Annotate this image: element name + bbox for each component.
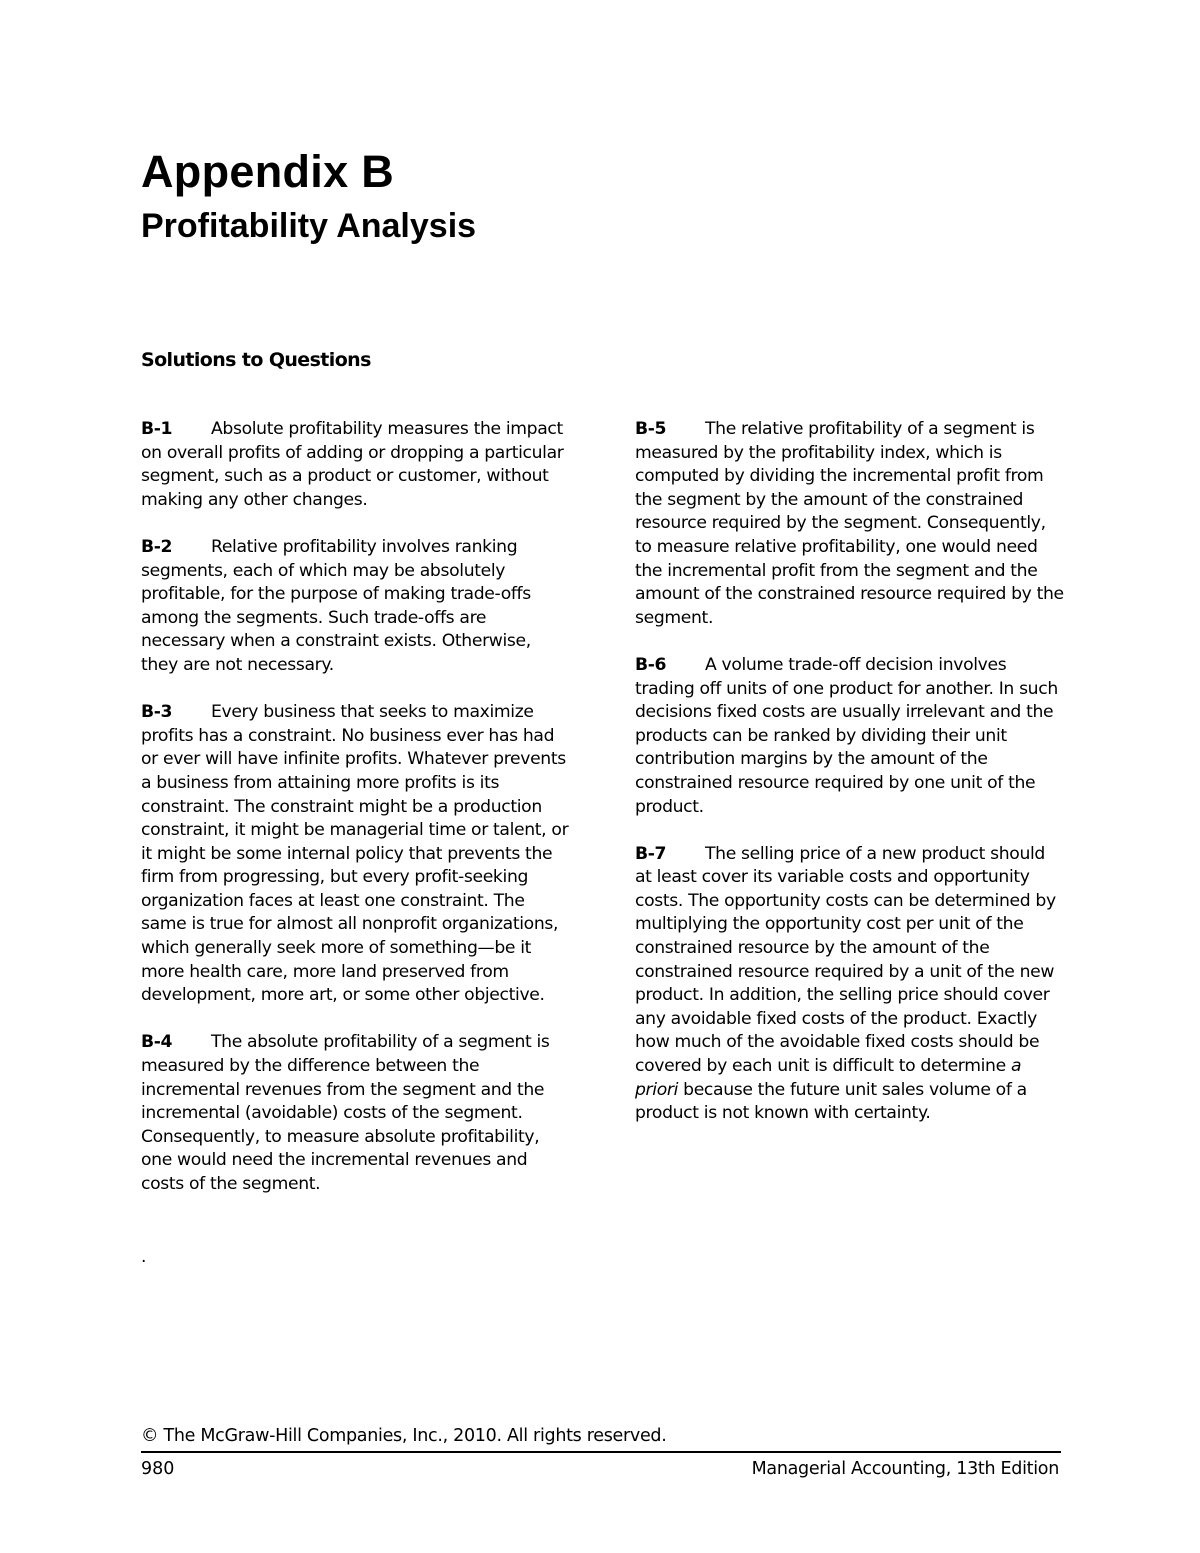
answer-b1 bbox=[141, 418, 571, 512]
footer-divider bbox=[141, 1451, 1061, 1453]
answer-id: B-6 bbox=[635, 654, 667, 675]
answer-id: B-7 bbox=[635, 843, 667, 864]
answer-id: B-3 bbox=[141, 702, 173, 723]
answer-b5 bbox=[635, 418, 1065, 630]
answer-text-before: The selling price of a new product should at least cover its variable costs and opportunity costs. The opportunity costs can be determined by multiplying the opportunity cost per unit of the constrained resource by the amount of the constrained resource required by a unit of the new product. In addition, the selling price should cover any avoidable fixed costs of the product. Exactly how much of the avoidable fixed costs should be covered by each unit is difficult to determine bbox=[635, 843, 1056, 1077]
left-column bbox=[141, 418, 571, 1220]
answer-id: B-1 bbox=[141, 419, 173, 439]
answer-text: The absolute profitability of a segment is measured by the difference between the incremental revenues from the segment and the incremental (avoidable) costs of the segment. Consequently, to measure absolute profitability, one would need the incremental revenues and costs of the segment. bbox=[141, 1032, 550, 1194]
answer-id: B-2 bbox=[141, 536, 173, 557]
copyright-notice: © The McGraw-Hill Companies, Inc., 2010. All rights reserved. bbox=[141, 1426, 667, 1446]
answer-text: The relative profitability of a segment is measured by the profitability index, which is computed by dividing the incremental profit from the segment by the amount of the constrained resource required by the segment. Consequently, to measure relative profitability, one would need the incremental profit from the segment and the amount of the constrained resource required by the segment. bbox=[635, 419, 1064, 628]
answer-b4 bbox=[141, 1031, 571, 1196]
answer-b6 bbox=[635, 654, 1065, 819]
answer-text-italic: a priori bbox=[635, 1056, 1022, 1100]
answer-text-after: because the future unit sales volume of a product is not known with certainty. bbox=[635, 1079, 1027, 1124]
answer-text: Every business that seeks to maximize profits has a constraint. No business ever has had or ever will have infinite profits. Whatever prevents a business from attaining more profits is its constraint. The constraint might be a production constraint, it might be managerial time or talent, or it might be some internal policy that prevents the firm from progressing, but every profit-seeking organization faces at least one constraint. The same is true for almost all nonprofit organizations, which generally seek more of something—be it more health care, more land preserved from development, more art, or some other objective. bbox=[141, 702, 569, 1006]
answer-text: A volume trade-off decision involves trading off units of one product for another. In such decisions fixed costs are usually irrelevant and the products can be ranked by dividing their unit contribution margins by the amount of the constrained resource required by one unit of the product. bbox=[635, 654, 1058, 817]
section-heading: Solutions to Questions bbox=[141, 349, 371, 371]
trailing-period: . bbox=[141, 1247, 147, 1267]
answer-b2 bbox=[141, 536, 571, 678]
answer-b3 bbox=[141, 701, 571, 1008]
answer-id: B-5 bbox=[635, 419, 667, 439]
page-number: 980 bbox=[141, 1459, 175, 1479]
book-title: Managerial Accounting, 13th Edition bbox=[751, 1459, 1059, 1479]
answer-text: Relative profitability involves ranking segments, each of which may be absolutely profitable, for the purpose of making trade-offs among the segments. Such trade-offs are necessary when a constraint exists. Otherwise, they are not necessary. bbox=[141, 536, 531, 675]
answer-id: B-4 bbox=[141, 1032, 173, 1053]
answer-b7 bbox=[635, 843, 1065, 1126]
page-subtitle: Profitability Analysis bbox=[141, 207, 477, 245]
page-title: Appendix B bbox=[141, 146, 395, 197]
answer-text: Absolute profitability measures the impact on overall profits of adding or dropping a particular segment, such as a product or customer, without making any other changes. bbox=[141, 419, 564, 510]
right-column bbox=[635, 418, 1065, 1149]
